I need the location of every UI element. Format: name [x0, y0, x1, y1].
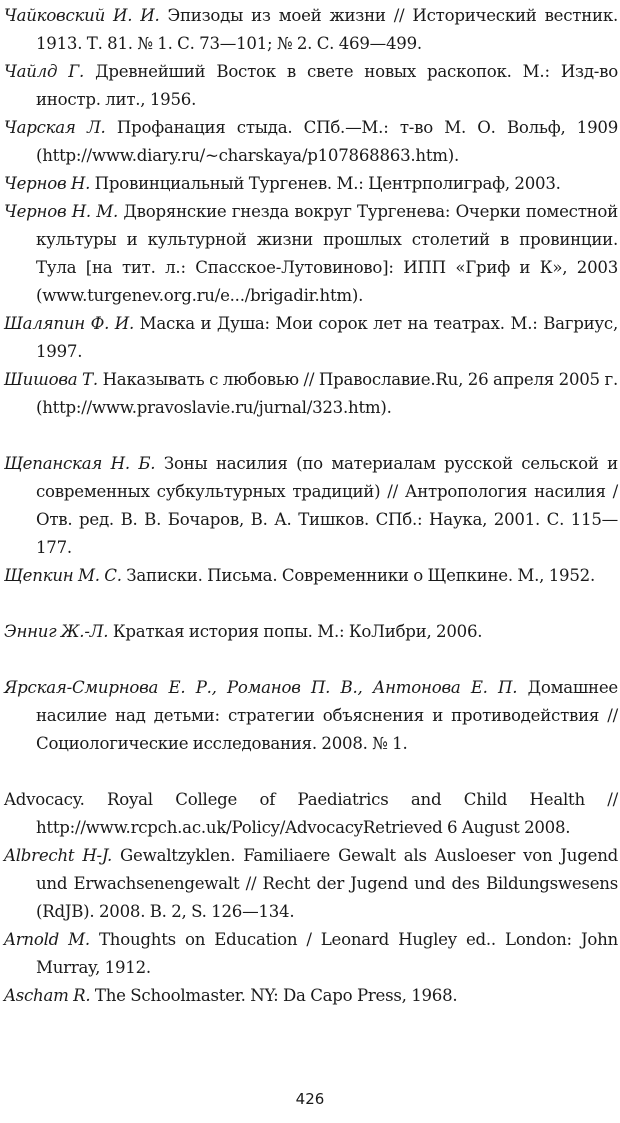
entry-author: Щепкин М. С. [4, 566, 122, 585]
bibliography-entry [4, 450, 618, 562]
entry-author: Чайлд Г. [4, 62, 85, 81]
bibliography-entry [4, 170, 618, 198]
entry-author: Шаляпин Ф. И. [4, 314, 135, 333]
entry-author: Чайковский И. И. [4, 6, 160, 25]
entry-text: Дворянские гнезда вокруг Тургенева: Очерки поместной культуры и культурной жизни прошлых столетий в провинции. Тула [на тит. л.: Спасское-Лутовиново]: ИПП «Гриф и К», 2003 (www.turgenev.org.ru/e.../brigadir.htm). [36, 202, 618, 305]
entry-author: Щепанская Н. Б. [4, 454, 156, 473]
entry-author: Чернов Н. М. [4, 202, 119, 221]
bibliography-entry [4, 366, 618, 422]
entry-text: Эпизоды из моей жизни // Исторический вестник. 1913. Т. 81. № 1. С. 73—101; № 2. С. 469—499. [36, 6, 618, 53]
bibliography-entry [4, 58, 618, 114]
bibliography-entry [4, 842, 618, 926]
page-number: 426 [295, 1090, 325, 1108]
entry-text: Профанация стыда. СПб.—М.: т-во М. О. Вольф, 1909 (http://www.diary.ru/~charskaya/p107868863.htm). [36, 118, 618, 165]
bibliography-entry [4, 926, 618, 982]
bibliography-entry [4, 786, 618, 842]
entry-author: Arnold M. [4, 930, 90, 949]
entry-author: Чернов Н. [4, 174, 91, 193]
bibliography-entry [4, 198, 618, 310]
entry-text: Записки. Письма. Современники о Щепкине. М., 1952. [121, 566, 595, 585]
entry-author: Энниг Ж.-Л. [4, 622, 109, 641]
entry-text: Наказывать с любовью // Православие.Ru, 26 апреля 2005 г. (http://www.pravoslavie.ru/jurnal/323.htm). [36, 370, 619, 417]
entry-author: Шишова Т. [4, 370, 98, 389]
bibliography-entry [4, 114, 618, 170]
bibliography-entry [4, 562, 618, 590]
bibliography-entry [4, 674, 618, 758]
entry-text: Маска и Душа: Мои сорок лет на театрах. М.: Вагриус, 1997. [36, 314, 618, 361]
entry-text: Thoughts on Education / Leonard Hugley ed.. London: John Murray, 1912. [36, 930, 618, 977]
entry-text: The Schoolmaster. NY: Da Capo Press, 1968. [90, 986, 458, 1005]
bibliography-entry [4, 310, 618, 366]
bibliography-entry [4, 982, 618, 1010]
entry-text: Провинциальный Тургенев. М.: Центрполиграф, 2003. [90, 174, 561, 193]
bibliography-entry [4, 618, 618, 646]
entry-text: Древнейший Восток в свете новых раскопок. М.: Изд-во иностр. лит., 1956. [36, 62, 618, 109]
entry-author: Albrecht H-J. [4, 846, 113, 865]
bibliography-entry [4, 2, 618, 58]
entry-text: Зоны насилия (по материалам русской сельской и современных субкультурных традиций) // Антропология насилия / Отв. ред. В. В. Бочаров, В. А. Тишков. СПб.: Наука, 2001. С. 115—177. [36, 454, 618, 557]
entry-author: Чарская Л. [4, 118, 106, 137]
entry-text: Gewaltzyklen. Familiaere Gewalt als Ausloeser von Jugend und Erwachsenengewalt // Recht der Jugend und des Bildungswesens (RdJB). 2008. B. 2, S. 126—134. [36, 846, 618, 921]
entry-author: Ярская-Смирнова Е. Р., Романов П. В., Антонова Е. П. [4, 678, 518, 697]
entry-text: Advocacy. Royal College of Paediatrics and Child Health // http://www.rcpch.ac.uk/Policy/AdvocacyRetrieved 6 August 2008. [4, 790, 618, 837]
entry-author: Ascham R. [4, 986, 91, 1005]
bibliography-list [4, 2, 618, 1010]
entry-text: Краткая история попы. М.: КоЛибри, 2006. [108, 622, 483, 641]
entry-text: Домашнее насилие над детьми: стратегии объяснения и противодействия // Социологические исследования. 2008. № 1. [36, 678, 619, 753]
